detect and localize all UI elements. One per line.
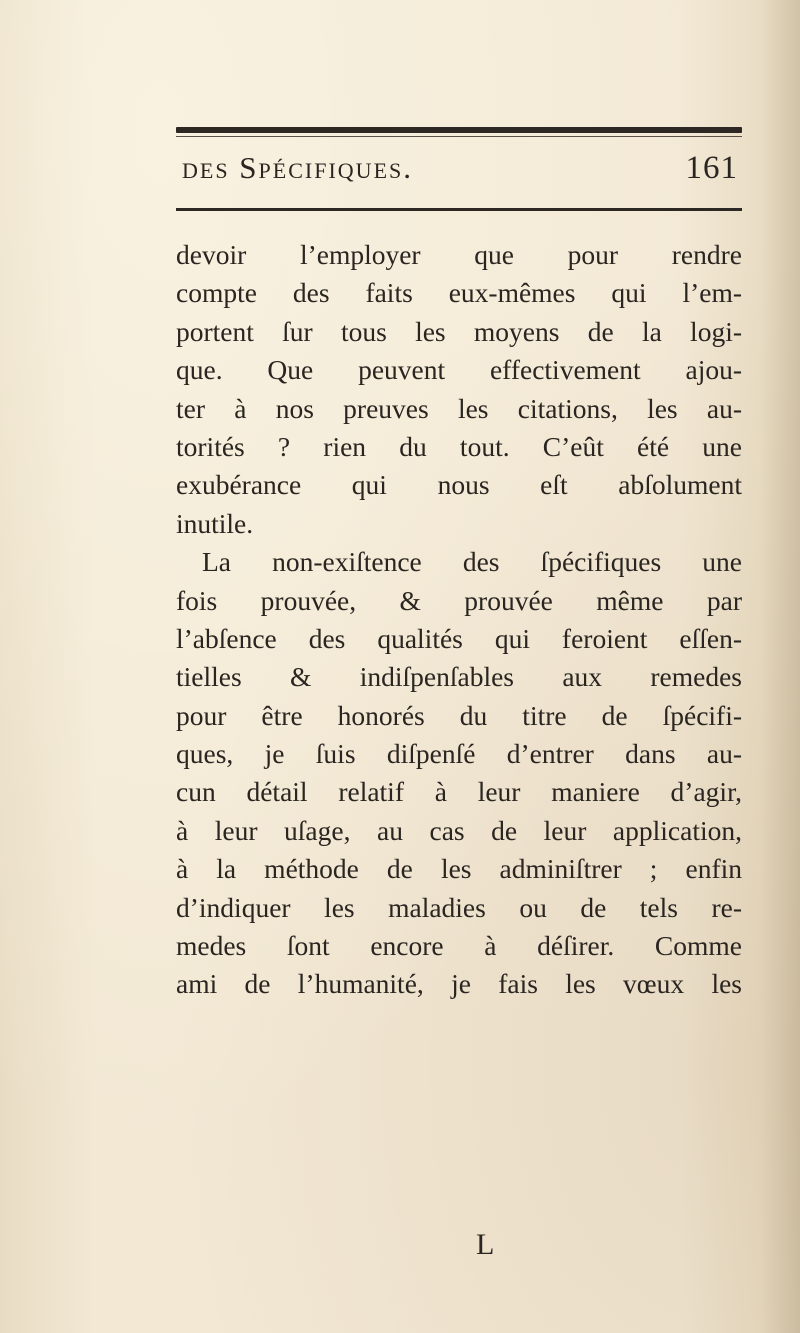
header-underline-rule — [176, 208, 742, 211]
page-edge-shadow — [760, 0, 800, 1333]
text-line: à la méthode de les adminiſtrer ; enfin — [176, 853, 742, 885]
text-line: ami de l’humanité, je fais les vœux les — [176, 968, 742, 1000]
text-line: exubérance qui nous eſt abſolument — [176, 469, 742, 501]
text-line: ter à nos preuves les citations, les au- — [176, 392, 742, 424]
text-line: La non-exiſtence des ſpécifiques une — [202, 546, 742, 578]
text-line: cun détail relatif à leur maniere d’agir, — [176, 776, 742, 808]
text-line: tielles & indiſpenſables aux remedes — [176, 661, 742, 693]
header-rule-thick — [176, 127, 742, 133]
text-line: ques, je ſuis diſpenſé d’entrer dans au- — [176, 738, 742, 770]
text-line: à leur uſage, au cas de leur application, — [176, 814, 742, 846]
text-line: devoir l’employer que pour rendre — [176, 239, 742, 270]
text-line: compte des faits eux-mêmes qui l’em- — [176, 277, 742, 309]
text-line: d’indiquer les maladies ou de tels re- — [176, 891, 742, 923]
signature-mark: L — [476, 1228, 495, 1261]
running-title: des Spécifiques. — [182, 150, 413, 185]
text-line: pour être honorés du titre de ſpécifi- — [176, 699, 742, 731]
text-line: inutile. — [176, 507, 254, 539]
text-line: fois prouvée, & prouvée même par — [176, 584, 742, 616]
text-line: l’abſence des qualités qui feroient eſſen- — [176, 622, 742, 654]
text-line: portent ſur tous les moyens de la logi- — [176, 315, 742, 347]
text-line: torités ? rien du tout. C’eût été une — [176, 430, 742, 462]
text-line: medes ſont encore à déſirer. Comme — [176, 930, 742, 962]
header-rule-thin — [176, 136, 742, 137]
page-number: 161 — [685, 150, 738, 186]
body-text — [176, 236, 742, 1004]
page-header — [176, 148, 742, 196]
text-line: que. Que peuvent effectivement ajou- — [176, 354, 742, 386]
